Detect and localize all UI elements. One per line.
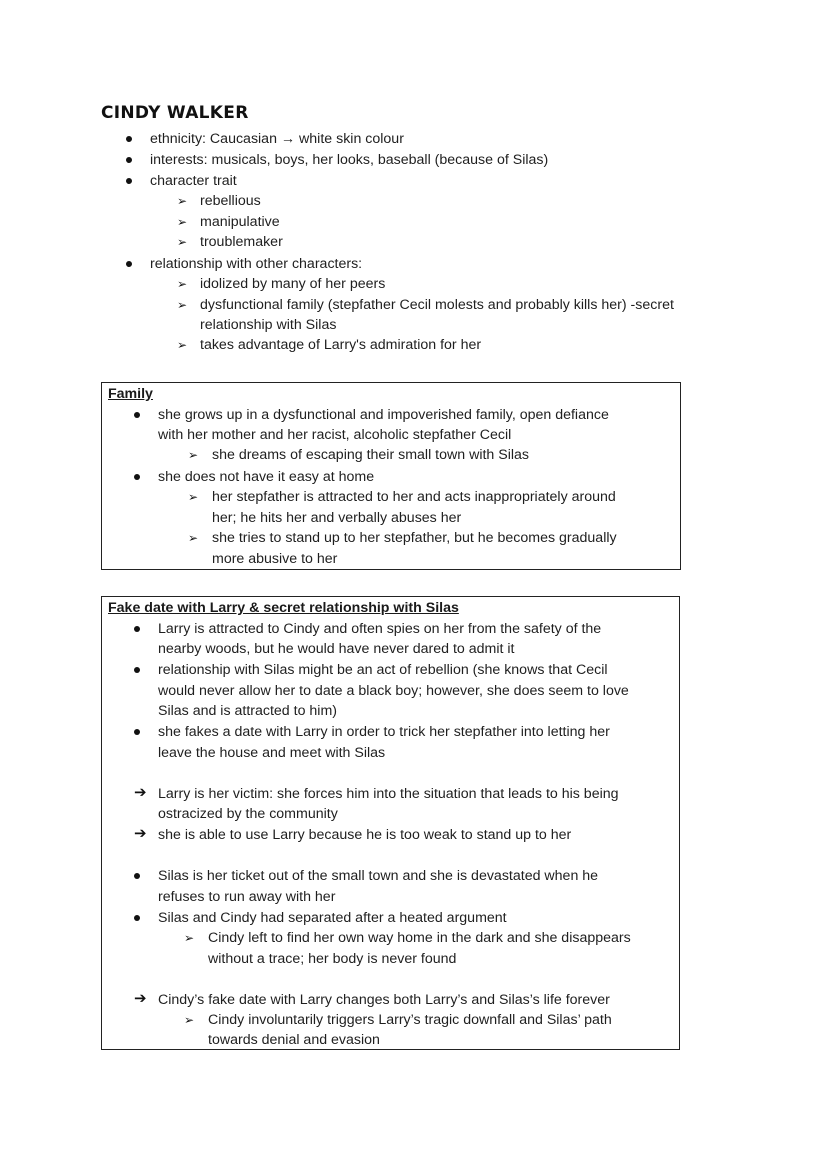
fake-date-line: relationship with Silas might be an act of rebellion (she knows that Cecil — [158, 662, 608, 678]
arrowhead-icon: ➢ — [184, 931, 195, 945]
interests-text: interests: musicals, boys, her looks, baseball (because of Silas) — [150, 152, 549, 168]
fake-date-line: nearby woods, but he would have never dared to admit it — [158, 641, 515, 657]
character-trait-heading: character trait — [150, 173, 237, 189]
family-heading: Family — [108, 386, 153, 402]
trait-item: troublemaker — [200, 234, 283, 250]
arrowhead-icon: ➢ — [184, 1013, 195, 1027]
bullet-icon — [126, 157, 132, 163]
family-line: she tries to stand up to her stepfather, but he becomes gradually — [212, 530, 617, 546]
family-line: her stepfather is attracted to her and acts inappropriately around — [212, 489, 616, 505]
fake-date-line: without a trace; her body is never found — [208, 951, 457, 967]
bullet-icon — [134, 626, 140, 632]
arrowhead-icon: ➢ — [188, 490, 199, 504]
family-line: she grows up in a dysfunctional and impoverished family, open defiance — [158, 407, 609, 423]
bullet-icon — [126, 136, 132, 142]
fake-date-line: Cindy’s fake date with Larry changes both Larry’s and Silas’s life forever — [158, 992, 610, 1008]
fake-date-line: she fakes a date with Larry in order to trick her stepfather into letting her — [158, 724, 610, 740]
page-title: CINDY WALKER — [101, 103, 249, 123]
fake-date-line: Larry is attracted to Cindy and often spies on her from the safety of the — [158, 621, 602, 637]
fake-date-line: towards denial and evasion — [208, 1032, 380, 1048]
bullet-icon — [126, 261, 132, 267]
bullet-icon — [134, 729, 140, 735]
bullet-icon — [134, 474, 140, 480]
family-line: with her mother and her racist, alcoholic stepfather Cecil — [158, 427, 512, 443]
bullet-icon — [134, 873, 140, 879]
family-line: she does not have it easy at home — [158, 469, 375, 485]
arrowhead-icon: ➢ — [177, 235, 188, 249]
fake-date-line: Larry is her victim: she forces him into the situation that leads to his being — [158, 786, 619, 802]
fake-date-line: ostracized by the community — [158, 806, 338, 822]
fake-date-line: Silas and Cindy had separated after a heated argument — [158, 910, 507, 926]
arrowhead-icon: ➢ — [177, 277, 188, 291]
fake-date-line: Silas and is attracted to him) — [158, 703, 337, 719]
arrowhead-icon: ➢ — [177, 215, 188, 229]
relationship-item: idolized by many of her peers — [200, 276, 386, 292]
bold-arrow-icon: ➔ — [134, 990, 147, 1007]
fake-date-line: Cindy left to find her own way home in the dark and she disappears — [208, 930, 631, 946]
fake-date-line: would never allow her to date a black boy; however, she does seem to love — [158, 683, 629, 699]
trait-item: manipulative — [200, 214, 280, 230]
arrowhead-icon: ➢ — [177, 338, 188, 352]
ethnicity-text: ethnicity: Caucasian → white skin colour — [150, 131, 404, 147]
relationship-item-continued: relationship with Silas — [200, 317, 337, 333]
family-line: she dreams of escaping their small town with Silas — [212, 447, 529, 463]
trait-item: rebellious — [200, 193, 261, 209]
bullet-icon — [126, 178, 132, 184]
fake-date-line: Silas is her ticket out of the small town and she is devastated when he — [158, 868, 599, 884]
fake-date-line: she is able to use Larry because he is too weak to stand up to her — [158, 827, 572, 843]
arrowhead-icon: ➢ — [177, 298, 188, 312]
family-line: more abusive to her — [212, 551, 338, 567]
family-line: her; he hits her and verbally abuses her — [212, 510, 462, 526]
arrowhead-icon: ➢ — [177, 194, 188, 208]
fake-date-line: leave the house and meet with Silas — [158, 745, 386, 761]
bold-arrow-icon: ➔ — [134, 825, 147, 842]
bullet-icon — [134, 915, 140, 921]
bullet-icon — [134, 667, 140, 673]
fake-date-heading: Fake date with Larry & secret relationship with Silas — [108, 600, 459, 616]
bold-arrow-icon: ➔ — [134, 784, 147, 801]
relationship-item: takes advantage of Larry's admiration for her — [200, 337, 482, 353]
fake-date-line: Cindy involuntarily triggers Larry’s tragic downfall and Silas’ path — [208, 1012, 612, 1028]
bullet-icon — [134, 412, 140, 418]
relationship-item: dysfunctional family (stepfather Cecil molests and probably kills her) -secret — [200, 297, 674, 313]
fake-date-line: refuses to run away with her — [158, 889, 336, 905]
relationship-heading: relationship with other characters: — [150, 256, 363, 272]
arrowhead-icon: ➢ — [188, 448, 199, 462]
arrowhead-icon: ➢ — [188, 531, 199, 545]
